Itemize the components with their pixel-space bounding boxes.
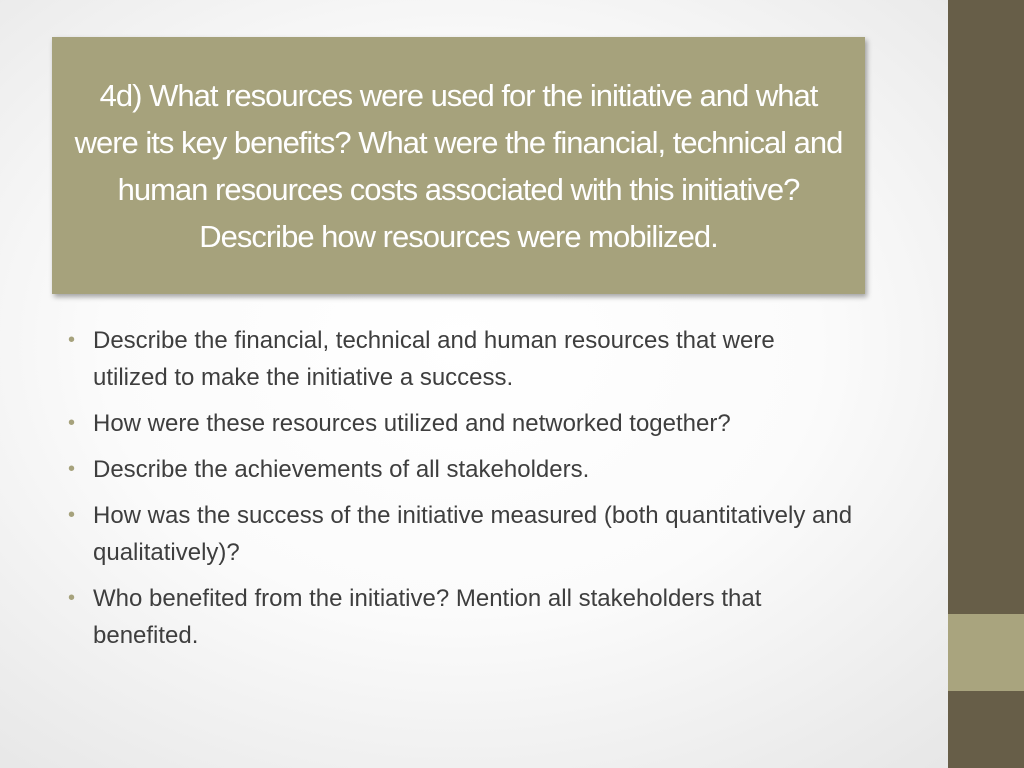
bullet-text: Describe the achievements of all stakeholders. [93, 456, 590, 483]
title-box [52, 37, 865, 294]
bullet-icon: • [68, 504, 76, 526]
bullet-icon: • [68, 329, 76, 351]
bullet-icon: • [68, 458, 76, 480]
bullet-icon: • [68, 412, 76, 434]
bullet-item [66, 451, 856, 488]
bullet-text: Describe the financial, technical and human resources that were utilized to make the initiative a success. [93, 327, 775, 391]
bullet-item [66, 322, 856, 396]
decorative-side-accent [948, 614, 1024, 691]
bullet-list [66, 322, 856, 663]
bullet-item [66, 405, 856, 442]
bullet-item [66, 580, 856, 654]
bullet-text: How was the success of the initiative measured (both quantitatively and qualitatively)? [93, 502, 853, 566]
bullet-item [66, 497, 856, 571]
slide-title: 4d) What resources were used for the initiative and what were its key benefits? What were the financial, technical and human resources costs associated with this initiative? Describe how resources were mobilized. [74, 77, 843, 254]
bullet-text: How were these resources utilized and networked together? [93, 410, 731, 437]
bullet-icon: • [68, 587, 76, 609]
bullet-text: Who benefited from the initiative? Mention all stakeholders that benefited. [93, 585, 762, 649]
